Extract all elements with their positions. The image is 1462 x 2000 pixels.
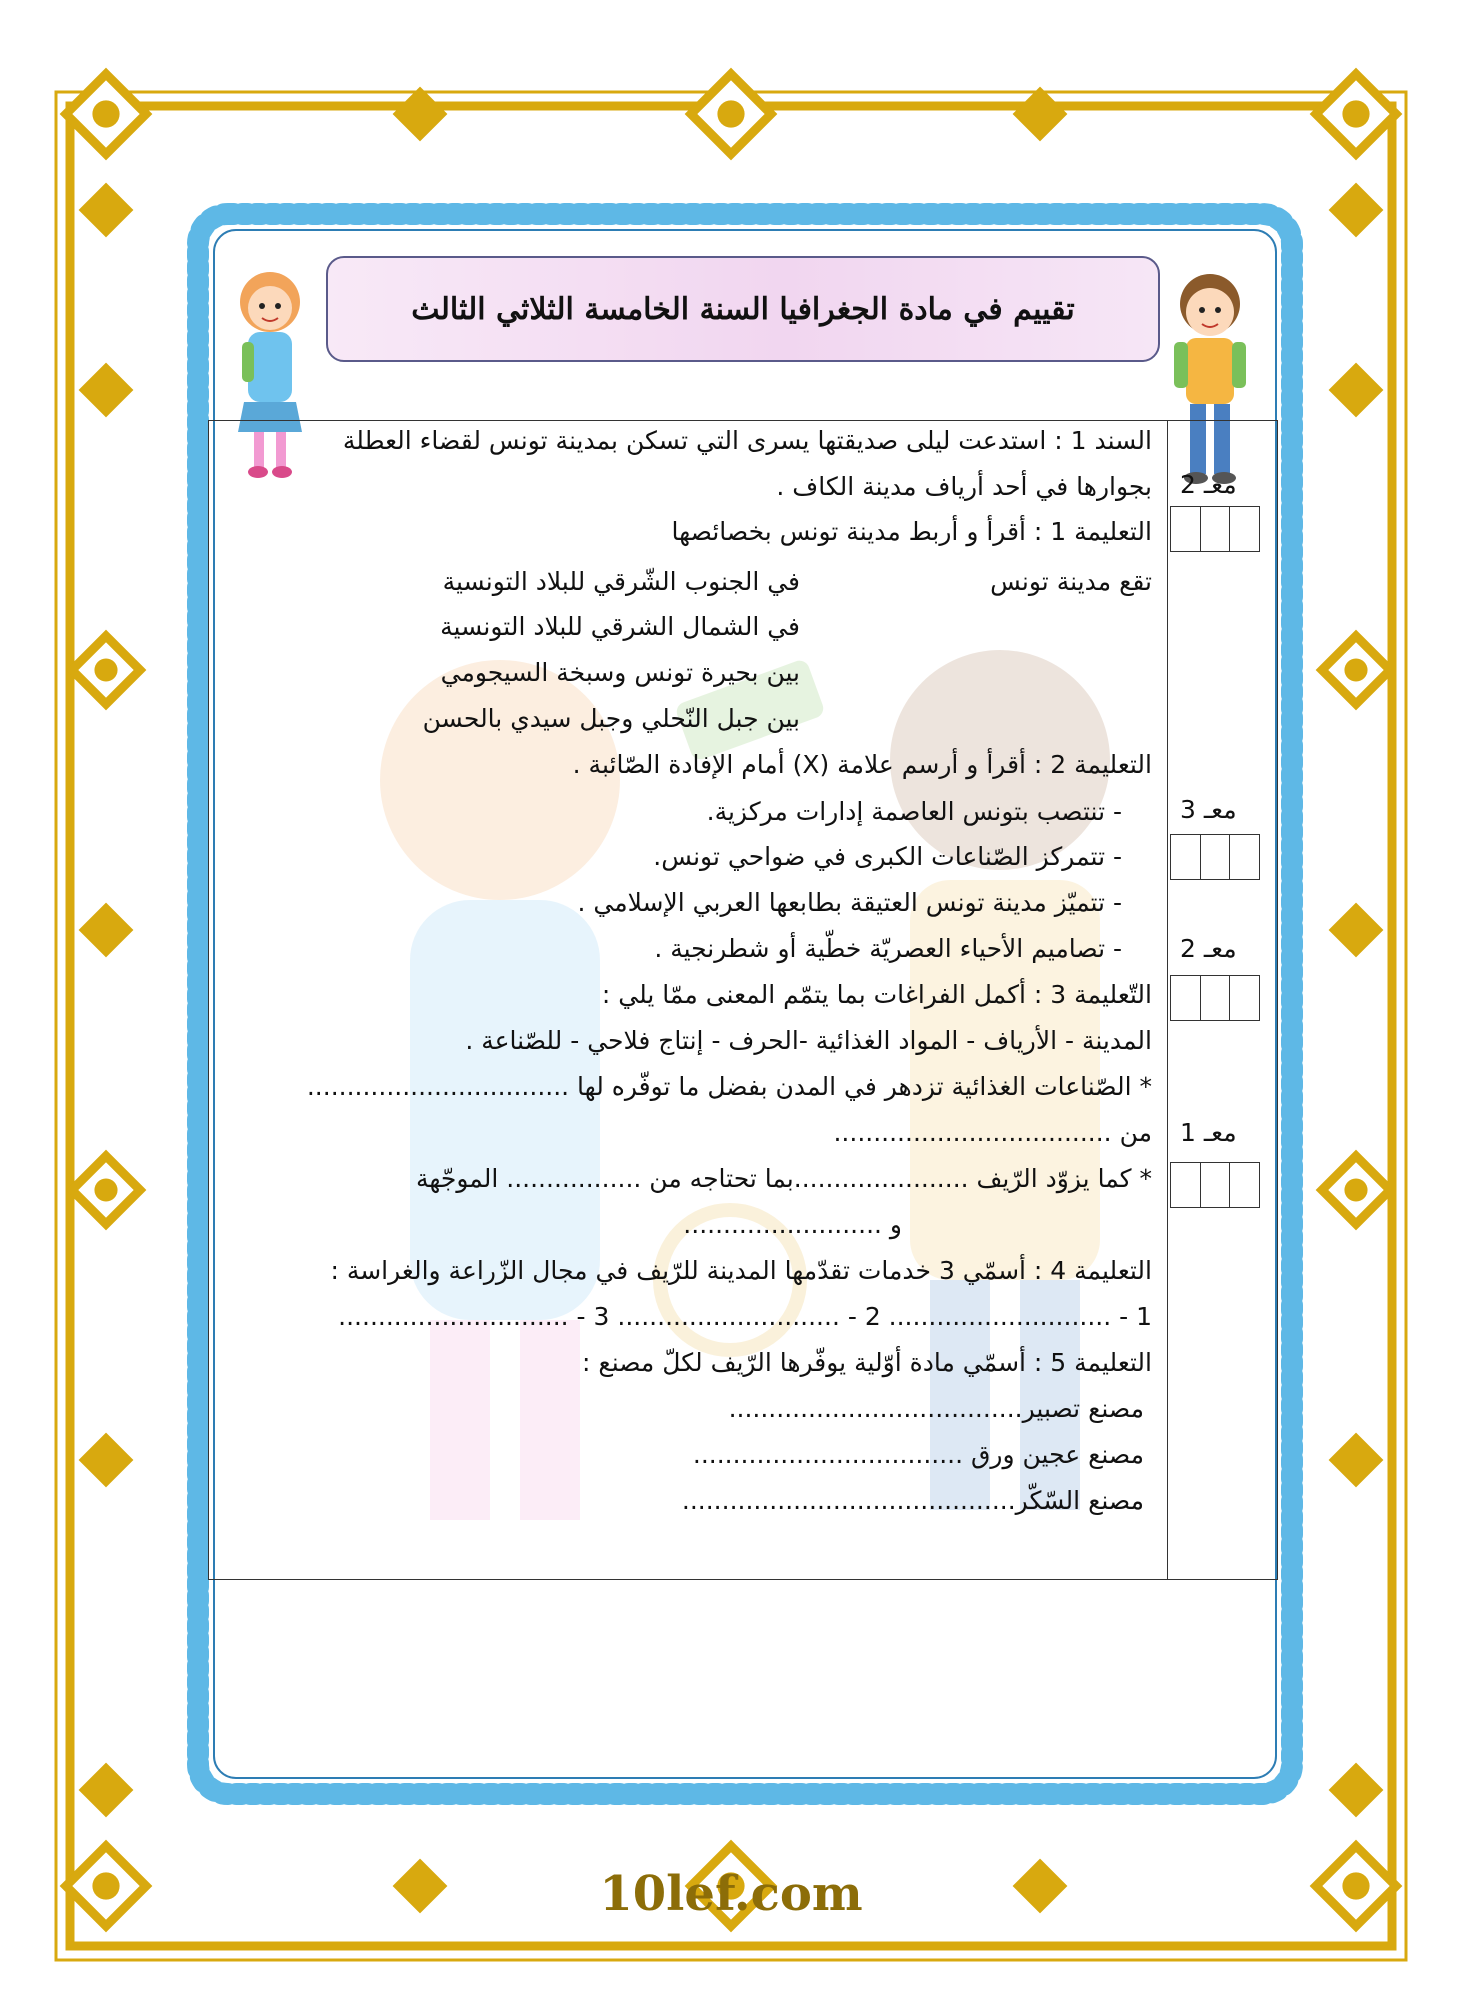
frame-medallion-0-center: [92, 100, 119, 127]
side-medallion-3-center: [1344, 1178, 1367, 1201]
instruction-2: التعليمة 2 : أقرأ و أرسم علامة (X) أمام الإفادة الصّائبة .: [572, 750, 1152, 779]
score-box-4: [1170, 1162, 1260, 1208]
site-footer[interactable]: 10lef.com: [599, 1866, 863, 1922]
page-title: تقييم في مادة الجغرافيا السنة الخامسة الثلاثي الثالث: [411, 291, 1075, 327]
fill-sentence-1[interactable]: * الصّناعات الغذائية تزدهر في المدن بفضل ما توفّره لها .................................: [306, 1072, 1152, 1101]
frame-diamond-13: [1330, 1764, 1382, 1816]
frame-diamond-9: [1330, 1434, 1382, 1486]
frame-diamond-1: [1014, 88, 1066, 140]
frame-diamond-7: [1330, 364, 1382, 416]
factory-canning[interactable]: مصنع تصبير.....................................: [728, 1394, 1144, 1423]
factory-sugar[interactable]: مصنع السّكّر..........................................: [681, 1486, 1144, 1515]
fill-sentence-1-cont[interactable]: من ...................................: [833, 1118, 1152, 1147]
score-label-3: معـ 2: [1180, 934, 1237, 963]
score-box-3: [1170, 975, 1260, 1021]
frame-diamond-8: [1330, 904, 1382, 956]
score-column-divider: [1167, 420, 1168, 1580]
match-subject: تقع مدينة تونس: [990, 567, 1152, 596]
frame-diamond-10: [80, 184, 132, 236]
frame-diamond-6: [80, 1434, 132, 1486]
match-option-2: في الشمال الشرقي للبلاد التونسية: [440, 612, 800, 641]
statement-3[interactable]: - تتميّز مدينة تونس العتيقة بطابعها العربي الإسلامي .: [577, 888, 1122, 917]
word-bank: المدينة - الأرياف - المواد الغذائية -الحرف - إنتاج فلاحي - للصّناعة .: [465, 1026, 1152, 1055]
frame-medallion-1-center: [717, 100, 744, 127]
frame-diamond-5: [80, 904, 132, 956]
match-option-3: بين بحيرة تونس وسبخة السيجومي: [440, 658, 800, 687]
score-box-1: [1170, 506, 1260, 552]
fill-sentence-2-cont[interactable]: و .........................: [683, 1210, 902, 1239]
frame-diamond-12: [80, 1764, 132, 1816]
side-medallion-1-center: [94, 1178, 117, 1201]
side-medallion-2-center: [1344, 658, 1367, 681]
source-line-2: بجوارها في أحد أرياف مدينة الكاف .: [776, 472, 1152, 501]
score-label-1: معـ 2: [1180, 470, 1237, 499]
services-answers[interactable]: 1 - ............................ 2 - ............................ 3 - .............................: [338, 1302, 1152, 1331]
score-label-4: معـ 1: [1180, 1118, 1237, 1147]
score-box-2: [1170, 834, 1260, 880]
instruction-1: التعليمة 1 : أقرأ و أربط مدينة تونس بخصائصها: [671, 517, 1152, 546]
match-option-4: بين جبل النّحلي وجبل سيدي بالحسن: [422, 704, 800, 733]
frame-diamond-11: [1330, 184, 1382, 236]
title-banner: [326, 256, 1160, 362]
fill-sentence-2[interactable]: * كما يزوّد الرّيف ......................بما تحتاجه من ................. الموجّهة: [416, 1164, 1152, 1193]
frame-diamond-4: [80, 364, 132, 416]
side-medallion-0-center: [94, 658, 117, 681]
instruction-4: التعليمة 4 : أسمّي 3 خدمات تقدّمها المدينة للرّيف في مجال الزّراعة والغراسة :: [330, 1256, 1152, 1285]
statement-1[interactable]: - تنتصب بتونس العاصمة إدارات مركزية.: [706, 797, 1122, 826]
score-label-2: معـ 3: [1180, 795, 1237, 824]
match-option-1: في الجنوب الشّرقي للبلاد التونسية: [442, 567, 800, 596]
factory-paper-pulp[interactable]: مصنع عجين ورق ..................................: [692, 1440, 1144, 1469]
statement-4[interactable]: - تصاميم الأحياء العصريّة خطّية أو شطرنجية .: [654, 934, 1122, 963]
instruction-3: التّعليمة 3 : أكمل الفراغات بما يتمّم المعنى ممّا يلي :: [601, 980, 1152, 1009]
source-line-1: السند 1 : استدعت ليلى صديقتها يسرى التي تسكن بمدينة تونس لقضاء العطلة: [342, 426, 1152, 455]
instruction-5: التعليمة 5 : أسمّي مادة أوّلية يوفّرها الرّيف لكلّ مصنع :: [582, 1348, 1152, 1377]
statement-2[interactable]: - تتمركز الصّناعات الكبرى في ضواحي تونس.: [653, 842, 1122, 871]
frame-diamond-0: [394, 88, 446, 140]
frame-medallion-2-center: [1342, 100, 1369, 127]
